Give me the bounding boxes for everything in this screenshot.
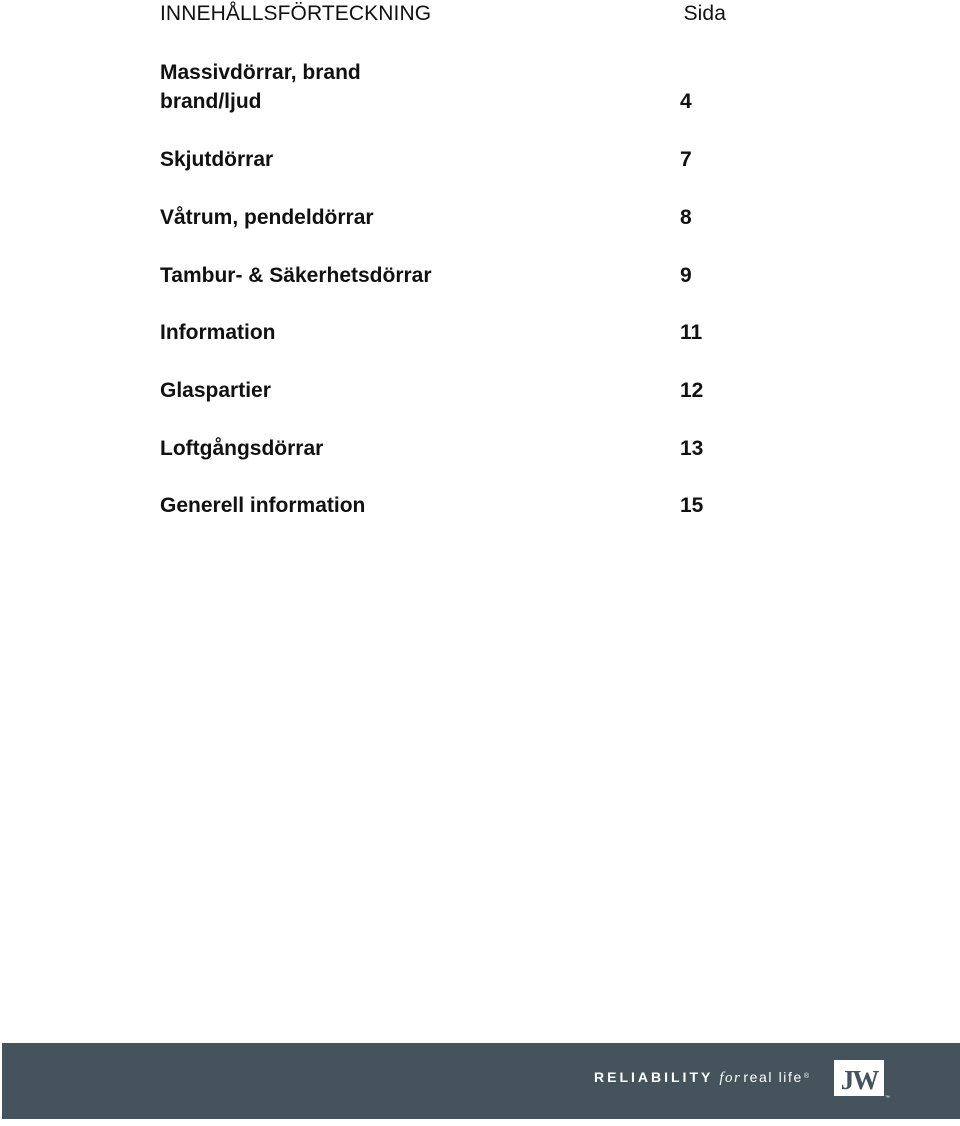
toc-entry <box>160 491 704 520</box>
tagline <box>594 1068 809 1087</box>
toc-entry-label: Våtrum, pendeldörrar <box>160 206 374 229</box>
tagline-for: for <box>719 1070 742 1086</box>
toc-entry <box>160 434 704 463</box>
toc-entry-page: 8 <box>680 206 692 229</box>
toc-entry-page: 7 <box>680 148 692 171</box>
jw-logo <box>834 1060 888 1100</box>
toc-entry-label: Massivdörrar, brand <box>160 61 361 84</box>
toc-entry <box>160 376 704 405</box>
toc-entry-page: 13 <box>680 437 704 460</box>
toc-entry-page: 11 <box>680 321 703 344</box>
toc-entry-label: Loftgångsdörrar <box>160 437 324 460</box>
toc-entry-label: Glaspartier <box>160 379 271 402</box>
tagline-real-life: real life <box>743 1069 803 1085</box>
toc-header <box>160 2 726 30</box>
toc-entry-label-line2: brand/ljud <box>160 90 262 113</box>
toc-entry <box>160 203 704 232</box>
registered-mark: ® <box>803 1073 810 1080</box>
toc-entry <box>160 58 704 116</box>
toc-title: INNEHÅLLSFÖRTECKNING <box>160 2 432 25</box>
toc-entry-page: 15 <box>680 494 704 517</box>
logo-trademark: ™ <box>885 1095 890 1101</box>
logo-lettering: JW <box>840 1065 878 1095</box>
footer-band <box>2 1043 960 1119</box>
toc-entry <box>160 261 704 290</box>
toc-entry-page: 9 <box>680 264 692 287</box>
toc-entry <box>160 318 704 347</box>
toc-entry-page: 4 <box>680 90 692 113</box>
tagline-reliability: RELIABILITY <box>594 1069 714 1085</box>
toc-entry-label: Information <box>160 321 276 344</box>
toc-entry <box>160 145 704 174</box>
toc-entry-label: Tambur- & Säkerhetsdörrar <box>160 264 432 287</box>
toc-entry-label: Generell information <box>160 494 366 517</box>
toc-entry-page: 12 <box>680 379 704 402</box>
toc-entry-label: Skjutdörrar <box>160 148 274 171</box>
page-column-heading: Sida <box>683 2 726 25</box>
